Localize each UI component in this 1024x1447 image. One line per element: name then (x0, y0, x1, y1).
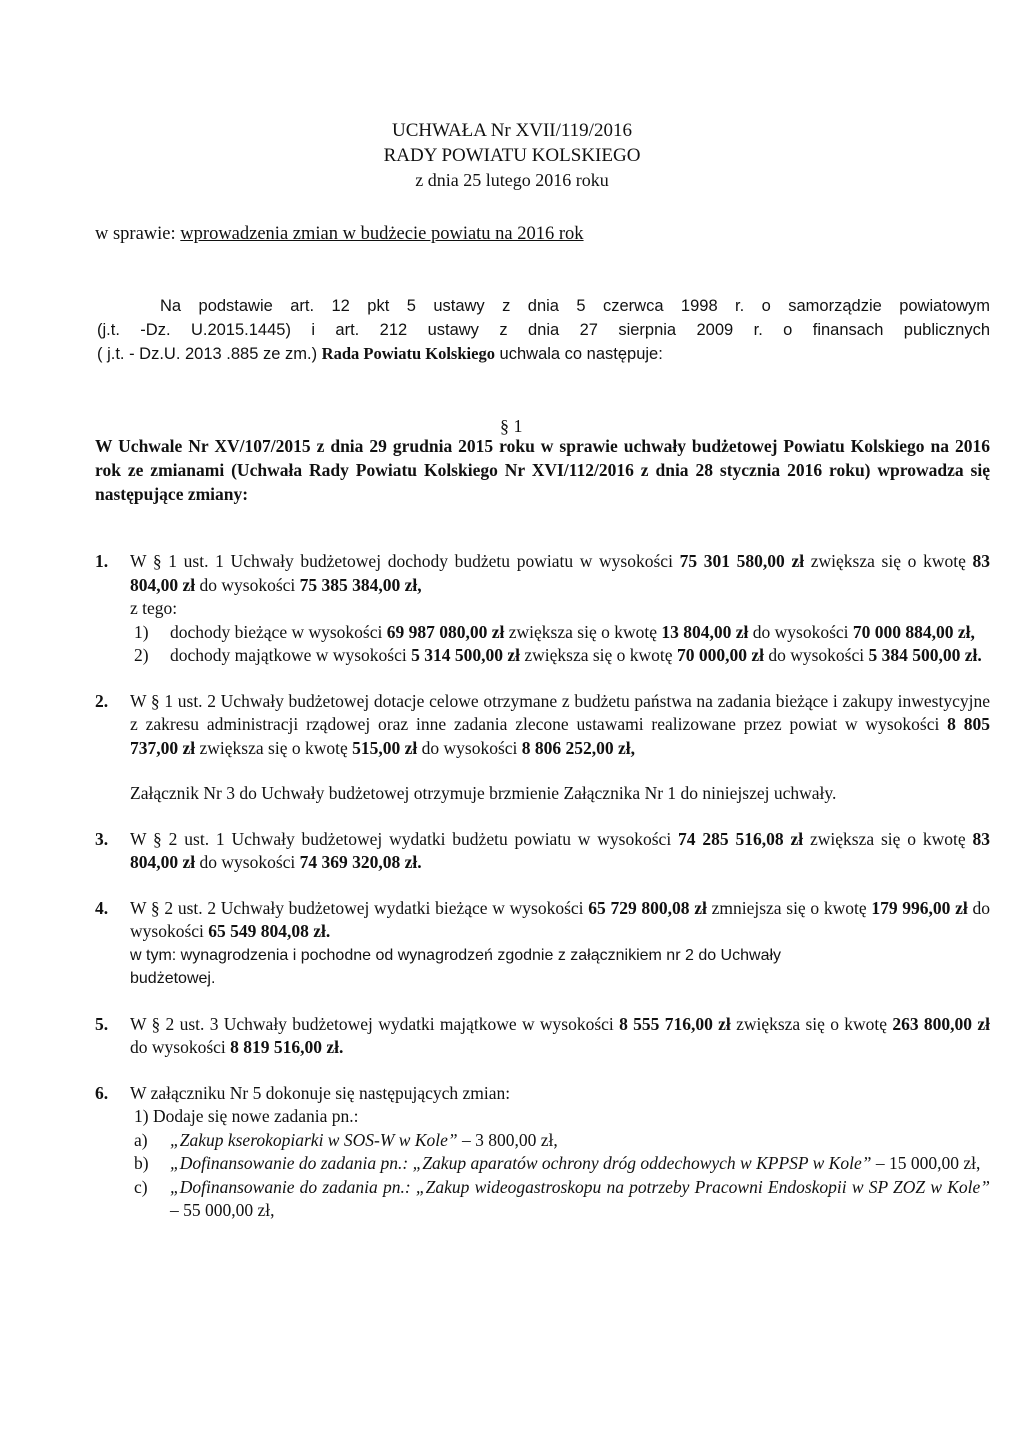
task-title: „Dofinansowanie do zadania pn.: „Zakup wideogastroskopu na potrzeby Pracowni Endoskopii w SP ZOZ w Kole” (170, 1176, 990, 1197)
item-text: W załączniku Nr 5 dokonuje się następujących zmian: (130, 1082, 511, 1103)
amount: 8 806 252,00 zł, (521, 737, 636, 758)
legal-basis-line-3 (97, 342, 990, 366)
task-title: „Dofinansowanie do zadania pn.: „Zakup aparatów ochrony dróg oddechowych w KPPSP w Kole” (170, 1153, 872, 1173)
item-text (130, 828, 990, 875)
amount: 75 301 580,00 zł (679, 551, 805, 571)
amount: 179 996,00 zł (871, 897, 968, 918)
list-item (95, 897, 990, 991)
resolution-date: z dnia 25 lutego 2016 roku (415, 170, 609, 190)
task-text (170, 1176, 990, 1223)
amount: 515,00 zł (352, 737, 418, 758)
text: zwiększa się o kwotę (195, 737, 353, 758)
legal-basis (97, 294, 990, 366)
text: do wysokości (195, 852, 300, 872)
attachment-note: Załącznik Nr 3 do Uchwały budżetowej otrzymuje brzmienie Załącznika Nr 1 do niniejszej uchwały. (130, 783, 837, 803)
amount: 65 549 804,08 zł. (208, 921, 331, 941)
legal-basis-resolves: uchwala co następuje: (499, 345, 663, 363)
item-text (130, 897, 990, 944)
of-which-note: w tym: wynagrodzenia i pochodne od wynagrodzeń zgodnie z załącznikiem nr 2 do Uchwały budżetowej. (130, 946, 782, 987)
amount: 75 385 384,00 zł, (299, 574, 422, 595)
legal-basis-council: Rada Powiatu Kolskiego (321, 344, 495, 363)
amount: 83 804,00 zł (130, 828, 990, 872)
text: W § 2 ust. 2 Uchwały budżetowej wydatki bieżące w wysokości (130, 897, 589, 918)
text: zwiększa się o kwotę (730, 1013, 893, 1034)
text: dochody bieżące w wysokości (170, 621, 387, 642)
of-which-label: z tego: (130, 598, 178, 618)
list-item (95, 690, 990, 806)
text: do wysokości (417, 737, 522, 758)
text: zwiększa się o kwotę (803, 828, 973, 849)
sub-item-number: 2) (134, 645, 149, 665)
task-letter: c) (134, 1176, 148, 1197)
item-text (130, 550, 990, 597)
subject-text: wprowadzenia zmian w budżecie powiatu na 2016 rok (180, 224, 584, 244)
text: W § 1 ust. 1 Uchwały budżetowej dochody budżetu powiatu w wysokości (130, 551, 680, 571)
amount: 13 804,00 zł (661, 621, 749, 642)
amount: 70 000 884,00 zł, (852, 621, 975, 642)
text: do wysokości (130, 1037, 231, 1057)
task-amount: – 3 800,00 zł, (457, 1129, 558, 1150)
task-amount: – 55 000,00 zł, (170, 1200, 275, 1220)
text: dochody majątkowe w wysokości (170, 645, 412, 665)
task-text (170, 1152, 990, 1176)
resolution-number: UCHWAŁA Nr XVII/119/2016 (392, 120, 632, 141)
item-number: 4. (95, 897, 109, 918)
sub-item-text: 1) Dodaje się nowe zadania pn.: (134, 1106, 359, 1126)
task-amount: – 15 000,00 zł, (871, 1153, 981, 1173)
task-entry (130, 1129, 990, 1153)
list-item (95, 1082, 990, 1223)
amount: 5 384 500,00 zł. (868, 645, 982, 665)
sub-item-text (170, 621, 990, 645)
item-number: 1. (95, 551, 109, 571)
legal-basis-line-1: Na podstawie art. 12 pkt 5 ustawy z dnia 5 czerwca 1998 r. o samorządzie powiatowym (160, 297, 990, 315)
text: W § 2 ust. 1 Uchwały budżetowej wydatki budżetu powiatu w wysokości (130, 828, 679, 849)
text: do wysokości (748, 621, 853, 642)
subject-prefix: w sprawie: (95, 224, 176, 244)
amount: 5 314 500,00 zł (411, 645, 520, 665)
sub-item-text (170, 644, 990, 668)
intro-text: W Uchwale Nr XV/107/2015 z dnia 29 grudnia 2015 roku w sprawie uchwały budżetowej Powiatu Kolskiego na 2016 rok ze zmianami (Uchwała Rady Powiatu Kolskiego Nr XVI/112/2016 z dnia 28 stycznia 2016 roku) wprowadza się następujące zmiany: (95, 436, 990, 504)
task-text (170, 1129, 990, 1153)
task-letter: b) (134, 1153, 149, 1173)
list-item (95, 828, 990, 875)
text: zwiększa się o kwotę (504, 621, 662, 642)
item-text (130, 690, 990, 761)
paragraph-mark: § 1 (500, 416, 523, 436)
text: do wysokości (763, 645, 869, 665)
sub-item-number: 1) (134, 621, 149, 642)
amount: 65 729 800,08 zł (588, 897, 707, 918)
amount: 263 800,00 zł (892, 1013, 990, 1034)
amount: 69 987 080,00 zł (386, 621, 505, 642)
item-number: 3. (95, 828, 109, 849)
amount: 83 804,00 zł (130, 551, 991, 595)
item-text (130, 1013, 990, 1060)
legal-basis-line-2: (j.t. -Dz. U.2015.1445) i art. 212 ustawy z dnia 27 sierpnia 2009 r. o finansach publicznych (97, 321, 990, 339)
sub-item (130, 644, 990, 668)
amount: 8 805 737,00 zł (130, 714, 991, 758)
legal-basis-citation: ( j.t. - Dz.U. 2013 .885 ze zm.) (97, 345, 318, 363)
resolution-header (0, 118, 1024, 193)
task-title: „Zakup kserokopiarki w SOS-W w Kole” (170, 1129, 458, 1150)
council-name: RADY POWIATU KOLSKIEGO (383, 145, 641, 166)
item-number: 2. (95, 690, 109, 711)
changes-list (95, 550, 990, 1245)
text: zwiększa się o kwotę (519, 645, 677, 665)
amount: 74 369 320,08 zł. (299, 852, 422, 872)
amount: 8 819 516,00 zł. (230, 1037, 344, 1057)
sub-item (130, 621, 990, 645)
text: zwiększa się o kwotę (804, 551, 973, 571)
text: W § 1 ust. 2 Uchwały budżetowej dotacje celowe otrzymane z budżetu państwa na zadania bieżące i zakupy inwestycyjne z zakresu administracji rządowej oraz inne zadania zlecone ustawami realizowane przez powiat w wysokości (130, 690, 990, 734)
task-letter: a) (134, 1129, 148, 1150)
amount: 74 285 516,08 zł (678, 828, 804, 849)
amount: 70 000,00 zł (676, 645, 764, 665)
item-number: 6. (95, 1082, 109, 1103)
resolution-subject (95, 224, 584, 245)
list-item (95, 1013, 990, 1060)
task-entry (130, 1176, 990, 1223)
task-entry (130, 1152, 990, 1176)
text: zmniejsza się o kwotę (706, 897, 872, 918)
item-number: 5. (95, 1013, 109, 1034)
text: W § 2 ust. 3 Uchwały budżetowej wydatki majątkowe w wysokości (130, 1013, 620, 1034)
text: do wysokości (195, 574, 300, 595)
list-item (95, 550, 990, 668)
text: do wysokości (130, 897, 990, 941)
amount: 8 555 716,00 zł (619, 1013, 731, 1034)
